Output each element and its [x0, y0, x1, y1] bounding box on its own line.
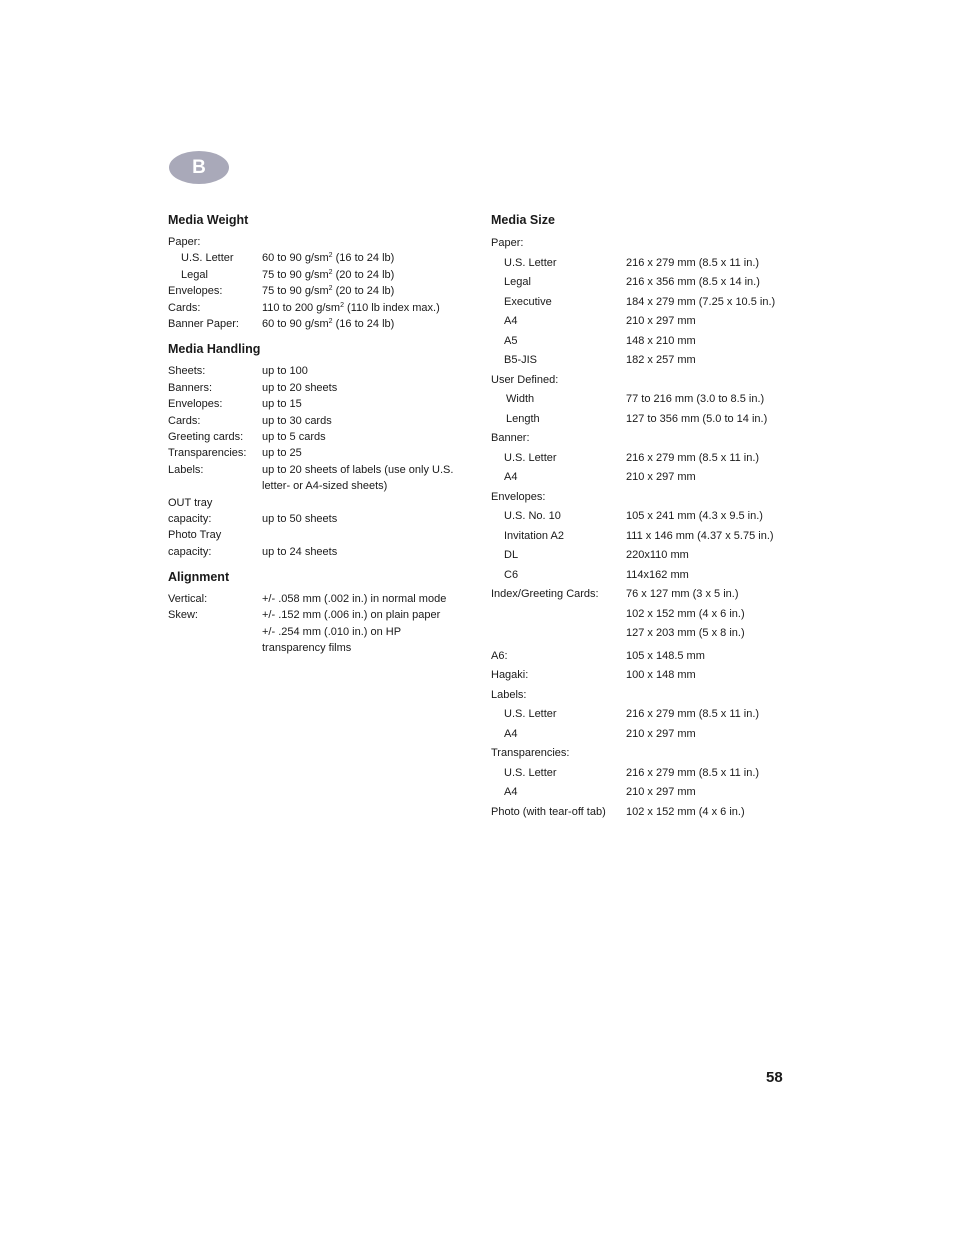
row-label: Invitation A2	[504, 529, 564, 542]
table-row	[491, 332, 791, 352]
row-value: 114x162 mm	[626, 568, 689, 581]
row-label: Executive	[504, 295, 552, 308]
row-value: +/- .058 mm (.002 in.) in normal mode	[262, 593, 447, 606]
row-value: 75 to 90 $g/sm^2$ (20 to 24 lb)	[262, 285, 395, 298]
table-row	[168, 316, 468, 332]
row-label: Labels:	[491, 688, 527, 701]
table-row	[491, 527, 791, 547]
row-value: 105 x 241 mm (4.3 x 9.5 in.)	[626, 510, 763, 522]
table-row	[168, 396, 468, 412]
table-row	[168, 527, 468, 543]
table-row	[491, 410, 791, 430]
table-row	[491, 624, 791, 644]
table-row	[491, 783, 791, 803]
table-row	[168, 413, 468, 429]
table-row	[491, 273, 791, 293]
row-label: Legal	[504, 276, 531, 288]
media-size-table	[491, 234, 791, 822]
row-label: A4	[504, 727, 518, 740]
row-value: up to 25	[262, 447, 302, 460]
row-value: up to 5 cards	[262, 430, 326, 443]
table-row	[491, 725, 791, 745]
table-row	[491, 429, 791, 449]
row-value: 216 x 279 mm (8.5 x 11 in.)	[626, 451, 760, 464]
row-value: 77 to 216 mm (3.0 to 8.5 in.)	[626, 393, 765, 405]
row-value: 76 x 127 mm (3 x 5 in.)	[626, 588, 739, 600]
table-row	[168, 624, 468, 657]
table-row	[491, 647, 791, 667]
row-value: 210 x 297 mm	[626, 786, 696, 798]
row-label: Photo Tray	[168, 529, 222, 542]
table-row	[491, 390, 791, 410]
row-value: +/- .152 mm (.006 in.) on plain paper	[262, 609, 441, 622]
row-label: Banner:	[491, 432, 530, 444]
row-value: 216 x 279 mm (8.5 x 11 in.)	[626, 766, 760, 779]
row-value: up to 15	[262, 398, 302, 411]
table-row	[491, 705, 791, 725]
row-label: Sheets:	[168, 365, 206, 378]
row-value: 105 x 148.5 mm	[626, 649, 705, 662]
table-row	[168, 363, 468, 379]
table-row	[491, 764, 791, 784]
table-row	[491, 234, 791, 254]
row-label: OUT tray	[168, 496, 213, 509]
row-label: Banner Paper:	[168, 317, 239, 330]
row-label: Skew:	[168, 609, 198, 622]
table-row	[168, 380, 468, 396]
row-label: Paper:	[491, 237, 524, 249]
row-label: U.S. Letter	[504, 708, 557, 720]
row-value: 220x110 mm	[626, 549, 689, 561]
row-label: DL	[504, 549, 519, 561]
media-handling-heading: Media Handling	[168, 342, 261, 357]
row-value: 127 x 203 mm (5 x 8 in.)	[626, 627, 745, 639]
row-value: 127 to 356 mm (5.0 to 14 in.)	[626, 412, 768, 425]
table-row	[168, 429, 468, 445]
row-label: Cards:	[168, 414, 201, 427]
row-value: 210 x 297 mm	[626, 315, 696, 327]
row-label: Hagaki:	[491, 669, 529, 681]
row-label: Photo (with tear-off tab)	[491, 805, 606, 818]
table-row	[491, 585, 791, 605]
row-label: Labels:	[168, 463, 204, 476]
table-row	[491, 546, 791, 566]
row-value: up to 100	[262, 365, 308, 378]
media-weight-heading: Media Weight	[168, 213, 249, 227]
table-row	[491, 468, 791, 488]
row-label: Index/Greeting Cards:	[491, 588, 599, 600]
table-row	[491, 293, 791, 313]
appendix-badge: B	[169, 151, 229, 184]
row-value: 110 to 200 $g/sm^2$ (110 lb index max.)	[262, 301, 440, 314]
row-value: +/- .254 mm (.010 in.) on HP transparency films	[262, 625, 401, 655]
row-value: 184 x 279 mm (7.25 x 10.5 in.)	[626, 295, 776, 308]
page-number: 58	[766, 1069, 783, 1086]
row-label: Legal	[181, 268, 208, 281]
row-label: User Defined:	[491, 373, 559, 386]
row-label: Transparencies:	[491, 747, 570, 759]
row-label: Vertical:	[168, 593, 208, 606]
row-value: 210 x 297 mm	[626, 471, 696, 483]
table-row	[168, 511, 468, 527]
table-row	[491, 605, 791, 625]
row-value: 216 x 356 mm (8.5 x 14 in.)	[626, 276, 760, 288]
row-label: A6:	[491, 649, 508, 662]
table-row	[491, 666, 791, 686]
row-value: up to 24 sheets	[262, 545, 338, 558]
row-label: U.S. Letter	[504, 451, 557, 464]
table-row	[491, 566, 791, 586]
table-row	[168, 283, 468, 299]
row-label: capacity:	[168, 545, 212, 558]
row-label: A5	[504, 334, 518, 347]
row-value: 102 x 152 mm (4 x 6 in.)	[626, 805, 745, 818]
row-label: A4	[504, 786, 518, 798]
row-value: 75 to 90 $g/sm^2$ (20 to 24 lb)	[262, 268, 395, 281]
row-label: Transparencies:	[168, 447, 247, 460]
row-value: 102 x 152 mm (4 x 6 in.)	[626, 607, 745, 620]
table-row	[168, 300, 468, 316]
table-row	[491, 351, 791, 371]
row-value: 100 x 148 mm	[626, 669, 696, 681]
row-label: U.S. Letter	[181, 252, 234, 265]
right-column	[491, 212, 791, 822]
left-column	[168, 212, 468, 657]
row-label: capacity:	[168, 512, 212, 525]
table-row	[491, 507, 791, 527]
row-label: A4	[504, 315, 518, 327]
row-label: Greeting cards:	[168, 430, 244, 443]
row-label: A4	[504, 471, 518, 483]
table-row	[491, 254, 791, 274]
table-row	[491, 803, 791, 823]
table-row	[491, 312, 791, 332]
table-row	[168, 250, 468, 266]
row-value: 148 x 210 mm	[626, 334, 696, 347]
row-label: Envelopes:	[168, 285, 223, 298]
table-row	[168, 591, 468, 607]
table-row	[168, 495, 468, 511]
row-label: Width	[506, 393, 535, 405]
row-value: up to 30 cards	[262, 414, 332, 427]
row-label: Banners:	[168, 381, 213, 394]
table-row	[491, 371, 791, 391]
row-value: 60 to 90 $g/sm^2$ (16 to 24 lb)	[262, 317, 395, 330]
row-value: 210 x 297 mm	[626, 727, 696, 740]
alignment-table	[168, 591, 468, 657]
row-label: Envelopes:	[491, 490, 546, 503]
row-label: Paper:	[168, 236, 201, 248]
row-value: up to 50 sheets	[262, 512, 338, 525]
row-label: C6	[504, 568, 519, 581]
media-weight-table	[168, 234, 468, 332]
table-row	[491, 488, 791, 508]
row-label: B5-JIS	[504, 354, 538, 366]
media-size-heading: Media Size	[491, 213, 555, 227]
table-row	[168, 267, 468, 283]
table-row	[168, 607, 468, 623]
row-label: Length	[506, 412, 540, 425]
table-row	[168, 462, 468, 495]
table-row	[491, 686, 791, 706]
table-row	[168, 544, 468, 560]
table-row	[168, 445, 468, 461]
row-value: 111 x 146 mm (4.37 x 5.75 in.)	[626, 529, 774, 542]
row-value: 216 x 279 mm (8.5 x 11 in.)	[626, 708, 760, 720]
row-label: Cards:	[168, 301, 201, 314]
row-label: U.S. Letter	[504, 766, 557, 779]
table-row	[491, 744, 791, 764]
table-row	[491, 449, 791, 469]
alignment-heading: Alignment	[168, 570, 230, 585]
row-label: Envelopes:	[168, 398, 223, 411]
row-value: up to 20 sheets of labels (use only U.S. letter- or A4-sized sheets)	[262, 463, 454, 493]
row-value: 60 to 90 $g/sm^2$ (16 to 24 lb)	[262, 252, 395, 265]
row-value: up to 20 sheets	[262, 381, 338, 394]
row-value: 216 x 279 mm (8.5 x 11 in.)	[626, 256, 760, 269]
row-label: U.S. No. 10	[504, 510, 561, 522]
row-label: U.S. Letter	[504, 256, 557, 269]
table-row	[168, 234, 468, 250]
row-value: 182 x 257 mm	[626, 354, 696, 366]
media-handling-table	[168, 363, 468, 560]
